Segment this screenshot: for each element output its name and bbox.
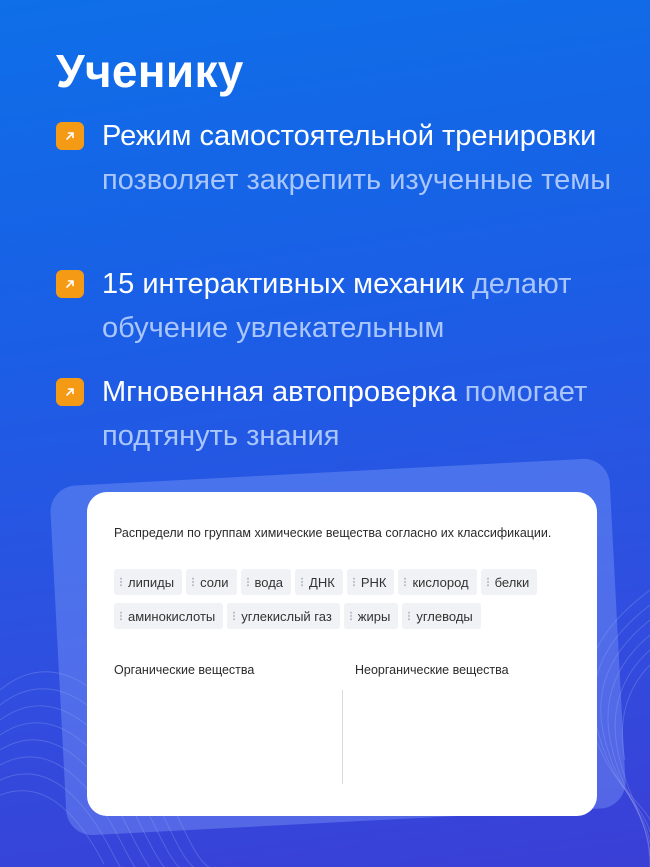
- arrow-up-right-icon: [56, 122, 84, 150]
- draggable-chip[interactable]: соли: [186, 569, 236, 595]
- drag-handle-icon: [350, 611, 352, 621]
- drag-handle-icon: [487, 577, 489, 587]
- draggable-chip[interactable]: аминокислоты: [114, 603, 223, 629]
- feature-description: помогает подтянуть знания: [102, 376, 588, 452]
- feature-interactive-mechanics: [56, 268, 616, 350]
- page-title: Ученику: [56, 45, 244, 97]
- draggable-chip[interactable]: РНК: [347, 569, 395, 595]
- drag-handle-icon: [120, 611, 122, 621]
- draggable-chip[interactable]: белки: [481, 569, 538, 595]
- drag-handle-icon: [353, 577, 355, 587]
- drag-handle-icon: [233, 611, 235, 621]
- draggable-chip[interactable]: кислород: [398, 569, 476, 595]
- feature-description: делают обучение увлекательным: [102, 268, 572, 344]
- draggable-chip[interactable]: углеводы: [402, 603, 480, 629]
- drag-handle-icon: [408, 611, 410, 621]
- feature-self-training: [56, 120, 616, 202]
- draggable-chip[interactable]: жиры: [344, 603, 399, 629]
- arrow-up-right-icon: [56, 378, 84, 406]
- drag-handle-icon: [301, 577, 303, 587]
- draggable-chip[interactable]: углекислый газ: [227, 603, 340, 629]
- chip-pool: [114, 569, 584, 637]
- drag-handle-icon: [192, 577, 194, 587]
- draggable-chip[interactable]: липиды: [114, 569, 182, 595]
- feature-description: позволяет закрепить изученные темы: [102, 164, 612, 196]
- feature-auto-check: [56, 376, 616, 458]
- drag-handle-icon: [120, 577, 122, 587]
- drop-zone-inorganic-label: Неорганические вещества: [355, 663, 509, 677]
- draggable-chip[interactable]: вода: [241, 569, 292, 595]
- feature-highlight: Мгновенная автопроверка: [102, 376, 457, 408]
- arrow-up-right-icon: [56, 270, 84, 298]
- feature-highlight: Режим самостоятельной тренировки: [102, 120, 597, 152]
- drag-handle-icon: [247, 577, 249, 587]
- exercise-prompt: Распредели по группам химические вещества согласно их классификации.: [114, 526, 552, 540]
- drop-zone-organic-label: Органические вещества: [114, 663, 255, 677]
- exercise-card: [87, 492, 597, 816]
- feature-highlight: 15 интерактивных механик: [102, 268, 464, 300]
- drag-handle-icon: [404, 577, 406, 587]
- column-divider: [342, 690, 343, 784]
- draggable-chip[interactable]: ДНК: [295, 569, 343, 595]
